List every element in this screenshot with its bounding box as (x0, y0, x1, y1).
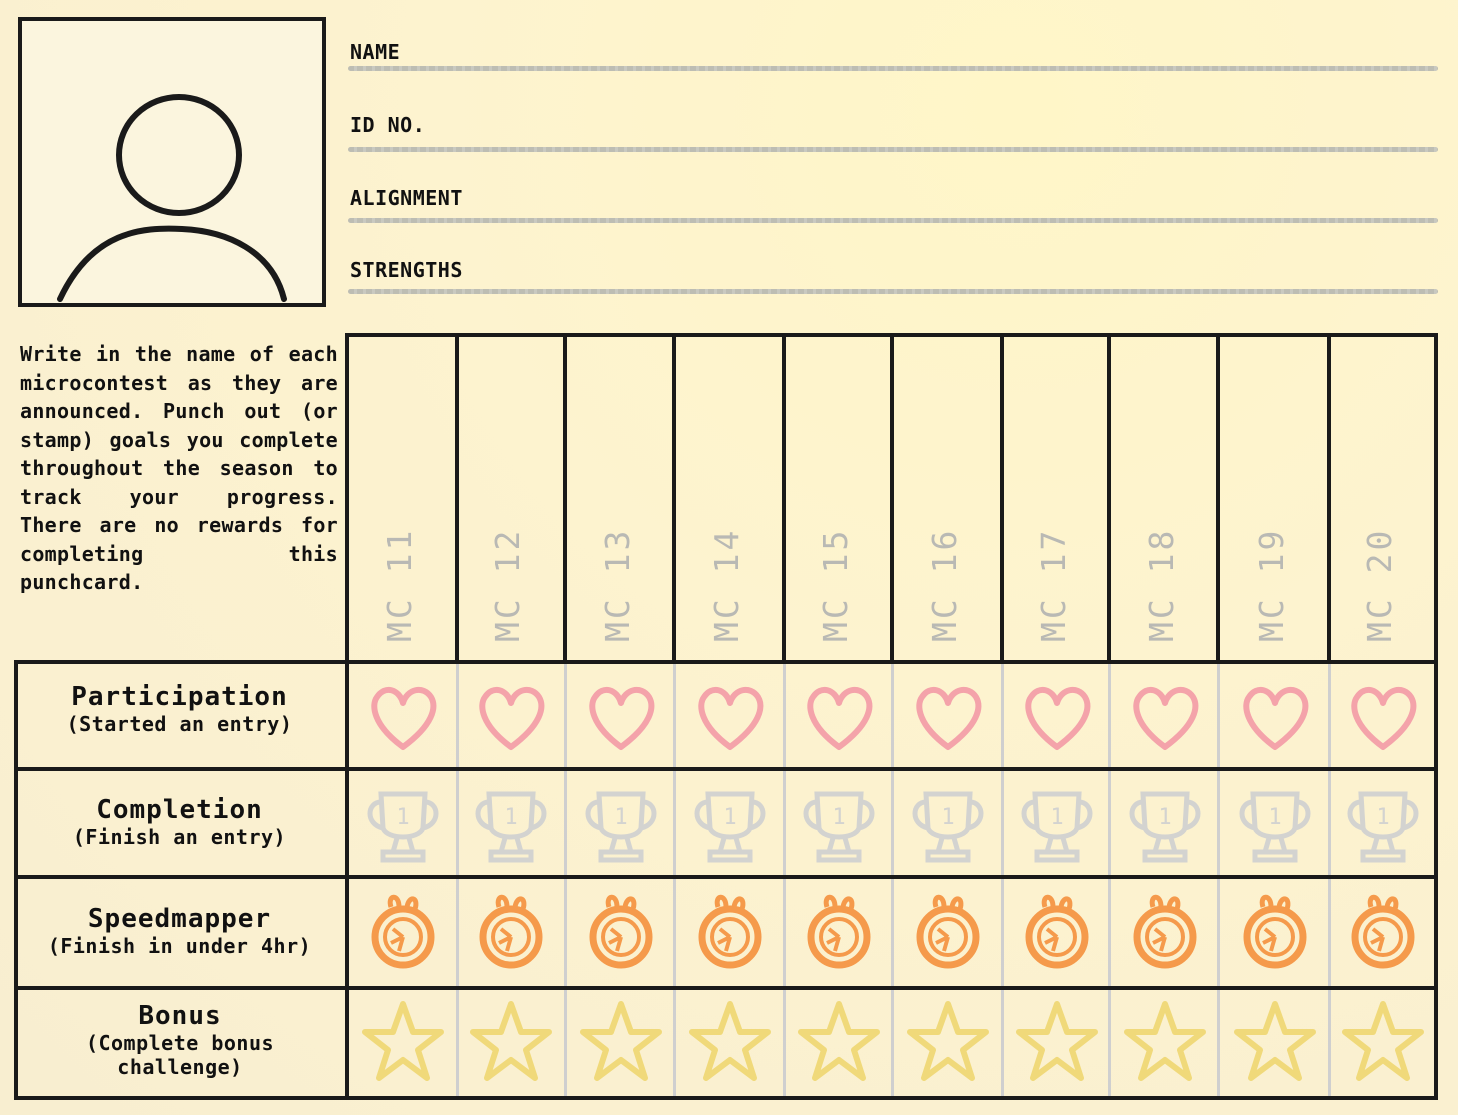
punch-cell[interactable] (1225, 990, 1325, 1090)
punch-cell[interactable] (353, 772, 453, 872)
cell-divider (1217, 664, 1220, 1096)
name-label: NAME (350, 40, 401, 64)
row-title: Bonus (138, 1001, 222, 1031)
instructions-text: Write in the name of each microcontest as they are announced. Punch out (or stamp) goals you complete throughout the season to track your progress. There are no rewards for completing this punchcard. (20, 342, 338, 594)
row-label-completion (14, 795, 345, 849)
row-label-participation (14, 682, 345, 736)
name-line (348, 66, 1438, 71)
avatar-placeholder-icon (22, 21, 322, 303)
punch-cell[interactable] (789, 772, 889, 872)
column-divider (1000, 333, 1004, 664)
punch-cell[interactable] (680, 879, 780, 979)
punch-cell[interactable] (1007, 772, 1107, 872)
svg-text:1: 1 (613, 805, 628, 830)
column-label: MC 18 (1141, 527, 1181, 642)
punch-cell[interactable] (789, 665, 889, 765)
punch-cell[interactable] (1007, 665, 1107, 765)
punch-cell[interactable] (461, 665, 561, 765)
column-header[interactable] (1220, 337, 1329, 662)
header-row-separator (14, 660, 1438, 664)
alignment-input[interactable] (500, 182, 1434, 210)
punch-cell[interactable] (680, 772, 780, 872)
row-subtitle: (Finish in under 4hr) (47, 934, 312, 958)
punch-cell[interactable] (1225, 665, 1325, 765)
cell-divider (564, 664, 567, 1096)
punch-cell[interactable] (461, 990, 561, 1090)
punch-cell[interactable] (1225, 879, 1325, 979)
profile-photo-box[interactable] (18, 17, 326, 307)
svg-text:1: 1 (723, 805, 737, 830)
punch-cell[interactable] (789, 990, 889, 1090)
punch-cell[interactable] (1007, 990, 1107, 1090)
id-line (348, 147, 1438, 152)
column-label: MC 14 (707, 527, 746, 642)
svg-text:1: 1 (1049, 805, 1064, 830)
svg-text:1: 1 (1376, 805, 1390, 830)
punch-cell[interactable] (353, 879, 453, 979)
row-separator (14, 767, 1438, 771)
strengths-line (348, 289, 1438, 294)
punch-cell[interactable] (571, 665, 671, 765)
column-divider (563, 333, 567, 664)
column-divider (782, 333, 786, 664)
strengths-label: STRENGTHS (350, 258, 463, 282)
punch-cell[interactable] (680, 665, 780, 765)
punch-cell[interactable] (898, 665, 998, 765)
row-title: Completion (96, 795, 263, 825)
row-subtitle: (Complete bonus challenge) (85, 1031, 275, 1079)
column-label: MC 13 (597, 527, 637, 642)
cell-divider (456, 664, 459, 1096)
column-label: MC 12 (488, 527, 527, 642)
row-separator (14, 1096, 1438, 1100)
column-label: MC 11 (379, 527, 419, 642)
column-header[interactable] (349, 337, 456, 662)
punch-cell[interactable] (1115, 665, 1215, 765)
column-header[interactable] (1111, 337, 1218, 662)
punch-cell[interactable] (680, 990, 780, 1090)
column-divider (455, 333, 459, 664)
svg-text:1: 1 (1267, 805, 1282, 830)
row-subtitle: (Finish an entry) (72, 825, 287, 849)
column-header[interactable] (786, 337, 892, 662)
column-header[interactable] (1004, 337, 1109, 662)
cell-divider (783, 664, 786, 1096)
column-label: MC 20 (1360, 527, 1399, 642)
punch-cell[interactable] (571, 879, 671, 979)
column-divider (890, 333, 894, 664)
column-header[interactable] (567, 337, 674, 662)
name-input[interactable] (500, 36, 1434, 64)
row-label-speedmapper (14, 904, 345, 958)
id-input[interactable] (500, 109, 1434, 137)
column-label: MC 16 (925, 527, 964, 642)
alignment-label: ALIGNMENT (350, 186, 463, 210)
punch-cell[interactable] (1333, 879, 1433, 979)
column-header[interactable] (459, 337, 563, 662)
alignment-line (348, 218, 1438, 223)
cell-divider (1001, 664, 1004, 1096)
punch-cell[interactable] (353, 990, 453, 1090)
column-header[interactable] (894, 337, 1002, 662)
strengths-input[interactable] (500, 254, 1434, 282)
cell-divider (1108, 664, 1111, 1096)
column-header[interactable] (676, 337, 784, 662)
punch-cell[interactable] (1007, 879, 1107, 979)
svg-text:1: 1 (941, 805, 955, 830)
cell-divider (673, 664, 676, 1096)
punch-cell[interactable] (898, 990, 998, 1090)
column-label: MC 19 (1251, 527, 1291, 642)
punch-cell[interactable] (1115, 772, 1215, 872)
row-subtitle: (Started an entry) (66, 712, 293, 736)
punch-cell[interactable] (1115, 879, 1215, 979)
row-label-bonus (30, 1001, 330, 1079)
id-label: ID NO. (350, 113, 426, 137)
svg-text:1: 1 (1157, 805, 1172, 830)
column-label: MC 15 (816, 527, 855, 642)
punch-cell[interactable] (461, 772, 561, 872)
punch-cell[interactable] (461, 879, 561, 979)
cell-divider (1328, 664, 1331, 1096)
column-divider (1107, 333, 1111, 664)
punch-cell[interactable] (571, 990, 671, 1090)
column-header[interactable] (1331, 337, 1435, 662)
punch-cell[interactable] (353, 665, 453, 765)
punch-cell[interactable] (898, 772, 998, 872)
punch-cell[interactable] (1333, 772, 1433, 872)
svg-text:1: 1 (395, 805, 410, 830)
punch-cell[interactable] (898, 879, 998, 979)
cell-divider (891, 664, 894, 1096)
column-divider (1327, 333, 1331, 664)
column-label: MC 17 (1033, 527, 1073, 642)
column-divider (672, 333, 676, 664)
column-divider (1216, 333, 1220, 664)
row-title: Speedmapper (87, 904, 272, 934)
punch-cell[interactable] (571, 772, 671, 872)
punch-cell[interactable] (789, 879, 889, 979)
row-title: Participation (71, 682, 288, 712)
punch-cell[interactable] (1333, 665, 1433, 765)
punch-cell[interactable] (1333, 990, 1433, 1090)
punch-cell[interactable] (1115, 990, 1215, 1090)
punch-cell[interactable] (1225, 772, 1325, 872)
svg-text:1: 1 (504, 805, 518, 830)
svg-text:1: 1 (832, 805, 846, 830)
